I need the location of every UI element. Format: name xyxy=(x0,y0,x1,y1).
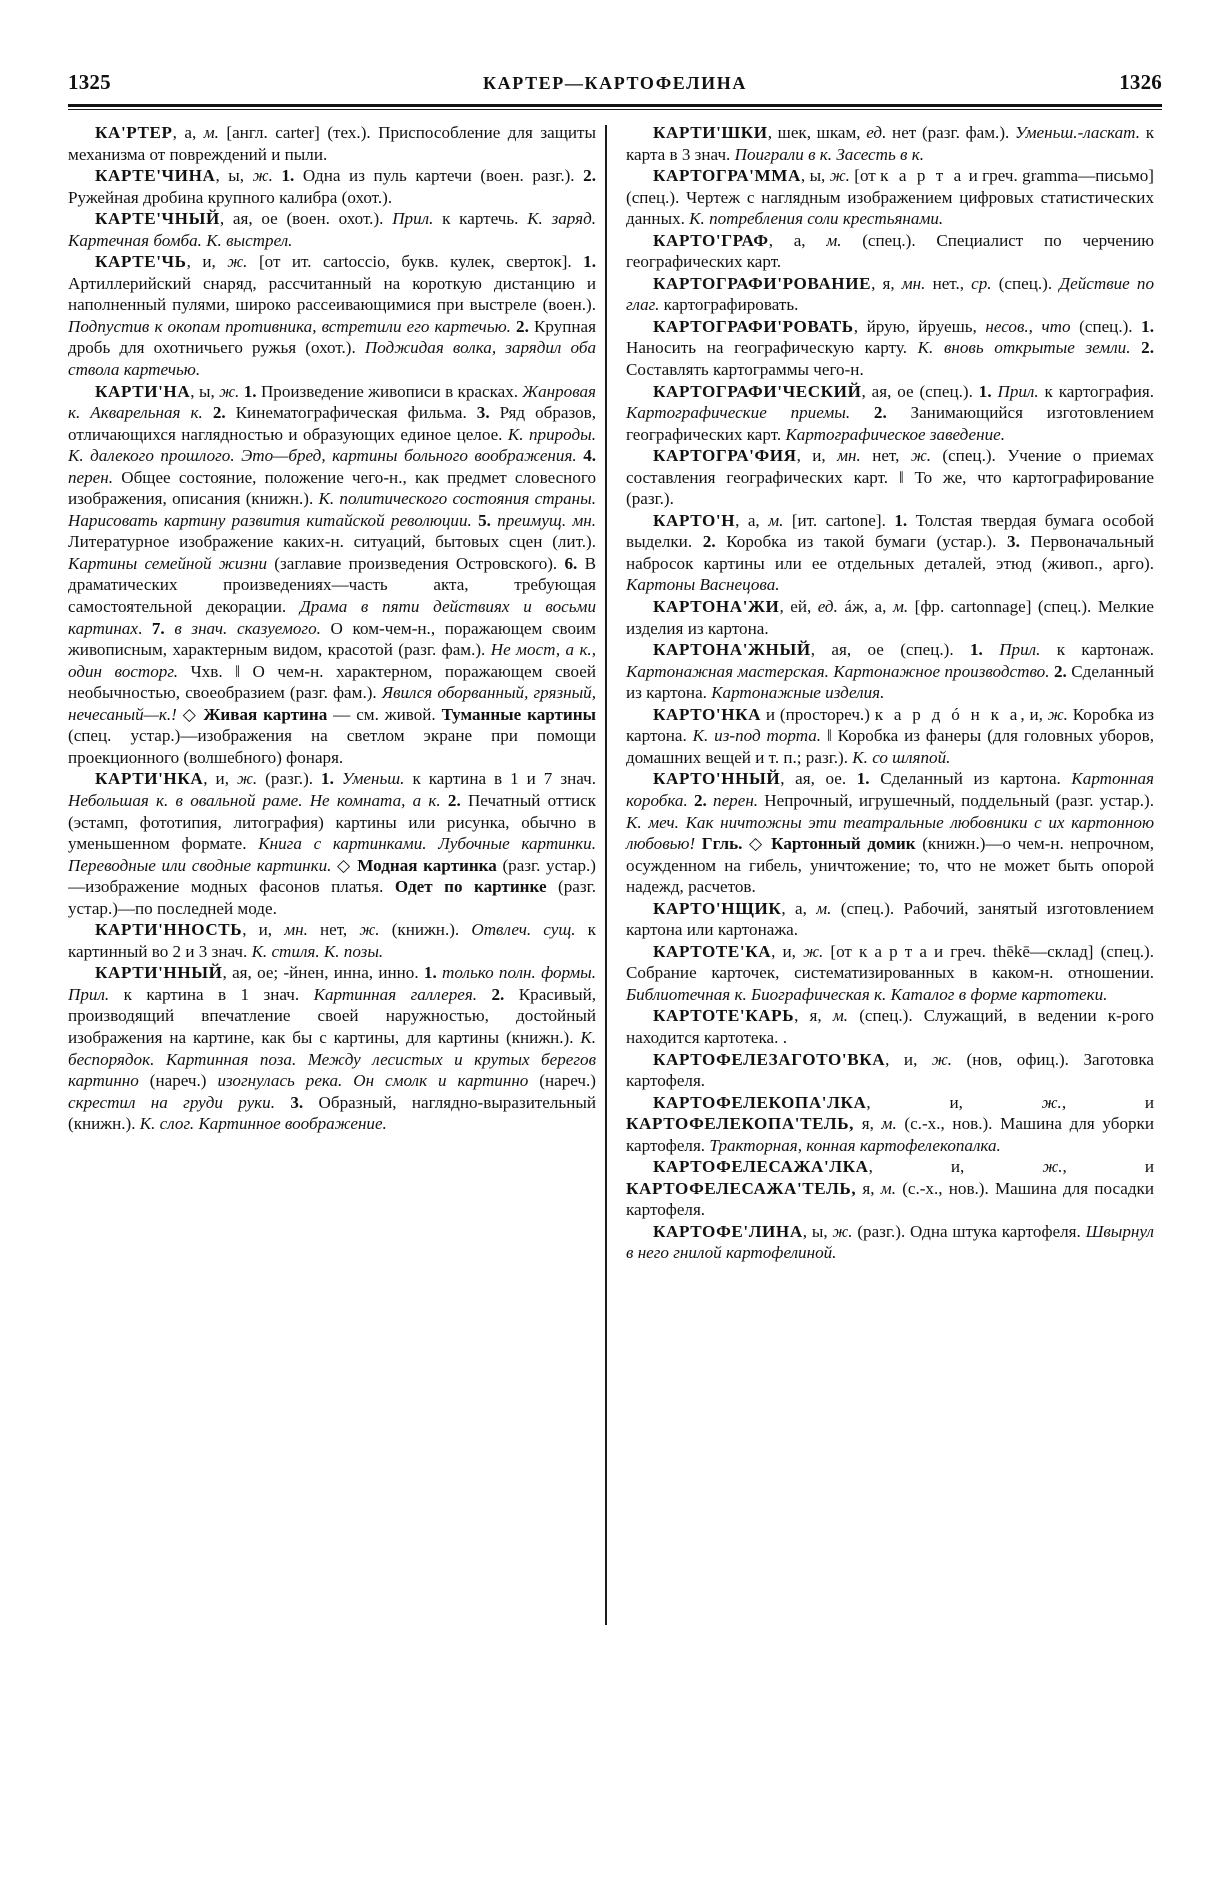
entry-italic-note: м. xyxy=(881,1114,897,1134)
entry-italic-note: Жанровая к. Акварельная к. xyxy=(68,381,596,423)
dictionary-entry xyxy=(68,208,596,251)
entry-italic-note: Картографическое заведение. xyxy=(785,424,1005,444)
entry-text: Коробка из картона. xyxy=(626,704,1154,746)
entry-headword: КАРТОГРАФИ'РОВАТЬ xyxy=(653,316,854,336)
entry-headword: КАРТОТЕ'КА xyxy=(653,941,772,961)
entry-text: (разг. устар.)—по последней моде. xyxy=(68,877,596,918)
entry-text xyxy=(477,985,491,1004)
entry-sense-number: 1. xyxy=(423,963,437,983)
entry-text: (книжн.). xyxy=(379,920,472,940)
entry-text: , и, xyxy=(203,769,237,789)
entry-sense-number: 7. xyxy=(151,618,165,638)
entry-headword: КАРТО'ННЫЙ xyxy=(653,769,781,789)
entry-text: , и, xyxy=(1020,704,1048,724)
entry-text: я, xyxy=(854,1114,882,1134)
entry-sense-number: 2. xyxy=(693,790,707,810)
entry-sense-number: 1. xyxy=(856,769,870,789)
entry-sense-number: 3. xyxy=(290,1092,304,1112)
entry-text: , ей, xyxy=(779,597,818,617)
folio-right: 1326 xyxy=(1119,70,1162,94)
entry-sense-number: Картонный домик xyxy=(771,834,916,854)
entry-italic-note: Явился оборванный, грязный, нечесаный—к.! xyxy=(68,683,596,724)
entry-sense-number: Одет по картинке xyxy=(394,877,547,897)
entry-text: , ая, ое (спец.). xyxy=(810,640,970,660)
entry-text: , и, xyxy=(868,1157,1043,1177)
entry-text: , ая, ое (воен. охот.). xyxy=(219,209,393,229)
entry-text: , ы, xyxy=(800,166,830,186)
dictionary-entry xyxy=(626,596,1154,639)
entry-text: к картечь. xyxy=(433,209,528,229)
entry-text: я, xyxy=(856,1178,881,1198)
entry-headword: КАРТИ'ННЫЙ xyxy=(95,963,223,983)
entry-headword: КАРТОГРАФИ'ЧЕСКИЙ xyxy=(653,381,862,401)
entry-italic-note: скрестил на груди руки. xyxy=(68,1092,275,1112)
entry-text: Ружейная дробина крупного калибра (охот.). xyxy=(68,187,393,207)
entry-italic-note: Прил. xyxy=(999,640,1041,660)
entry-text xyxy=(1130,338,1141,357)
entry-text xyxy=(441,791,448,810)
entry-sense-number: 1. xyxy=(1141,316,1154,336)
entry-text: , йрую, йруешь, xyxy=(853,316,986,336)
entry-text: (спец.). Учение о приемах составления географических карт. ‖ То же, что картографирование (разг.). xyxy=(626,446,1154,509)
entry-headword: КА'РТЕР xyxy=(95,123,173,142)
entry-italic-note: ж. xyxy=(832,1221,853,1241)
entry-italic-note: Картонная коробка. xyxy=(626,769,1154,810)
entry-text: Артиллерийский снаряд, рассчитанный на короткую дистанцию и наполненный пулями, широко рассеивающимися при выстреле (воен.). xyxy=(68,273,596,315)
entry-text: и (простореч.) xyxy=(761,704,875,724)
entry-text: , а, xyxy=(735,510,769,530)
entry-sense-number: 1. xyxy=(894,510,908,530)
entry-headword: КАРТЕ'ЧНЫЙ xyxy=(95,209,220,229)
entry-italic-note: ж. xyxy=(803,941,824,961)
entry-headword: КАРТИ'ННОСТЬ xyxy=(95,920,243,940)
entry-text: . xyxy=(137,618,152,638)
entry-headword: КАРТОФЕЛЕКОПА'ЛКА xyxy=(653,1092,867,1112)
entry-italic-note: ж. xyxy=(227,252,248,272)
entry-text: — см. живой. xyxy=(327,704,442,724)
entry-sense-number: 2. xyxy=(516,316,529,336)
dictionary-entry xyxy=(626,510,1154,596)
entry-text: Общее состояние, положение чего-н., как предмет словесного изображения, описания (книжн.). xyxy=(68,467,596,509)
entry-text: Толстая твердая бумага особой выделки. xyxy=(626,510,1154,552)
entry-sense-number: Туманные картины xyxy=(441,704,596,724)
entry-text: (с.-х., нов.). Машина для уборки картофеля. xyxy=(626,1114,1154,1155)
entry-italic-note: перен. xyxy=(713,790,759,810)
entry-italic-note: К. меч. Как ничтожны эти театральные любовники с их картонною любовью! xyxy=(626,812,1154,854)
entry-text: , я, xyxy=(794,1006,833,1026)
entry-text: áж, а, xyxy=(837,597,893,617)
dictionary-entry xyxy=(626,704,1154,769)
entry-text: и греч. thēkē—склад] (спец.). Собрание карточек, систематизированных в каком-н. отношении. xyxy=(626,941,1154,983)
entry-text: , ы, xyxy=(215,166,253,186)
entry-italic-note: несов., что xyxy=(985,316,1071,336)
entry-text: (спец.). Служащий, в ведении к-рого находится картотека. . xyxy=(626,1006,1154,1047)
entry-italic-note: перен. xyxy=(68,467,114,487)
entry-headword: КАРТОГРА'ММА xyxy=(653,166,801,186)
entry-text: к картина в 1 и 7 знач. xyxy=(404,769,597,789)
entry-italic-note: в знач. сказуемого. xyxy=(174,618,321,638)
entry-italic-note: м. xyxy=(892,597,909,617)
entry-text: Произведение живописи в красках. xyxy=(256,381,523,401)
entry-sense-number: Модная картинка xyxy=(357,855,497,875)
entry-italic-note: ж. xyxy=(1042,1157,1063,1177)
entry-italic-note: м. xyxy=(880,1178,896,1198)
entry-italic-note: ж. xyxy=(1047,704,1068,724)
dictionary-entry xyxy=(626,230,1154,273)
entry-text: , и, xyxy=(866,1092,1042,1112)
entry-text: О ком-чем-н., поражающем своим живописным, характерным видом, красотой (разг. фам.). xyxy=(68,618,596,660)
entry-italic-note: ж. xyxy=(931,1049,953,1069)
entry-sense-number: 2. xyxy=(212,403,226,423)
entry-sense-number: 2. xyxy=(1053,661,1067,681)
dictionary-entry xyxy=(626,941,1154,1006)
entry-sense-number: 5. xyxy=(478,510,491,530)
dictionary-entry xyxy=(626,1156,1154,1221)
entry-headword: КАРТО'ГРАФ xyxy=(653,230,769,250)
entry-text: , и, xyxy=(186,252,228,272)
dictionary-entry xyxy=(68,919,596,962)
entry-italic-note: Прил. xyxy=(997,381,1039,401)
entry-headword: КАРТОТЕ'КАРЬ xyxy=(653,1006,795,1026)
entry-text: В драматических произведениях—часть акта, требующая самостоятельной декорации. xyxy=(68,553,597,617)
entry-text: (заглавие произведения Островского). xyxy=(267,553,565,573)
entry-italic-note: К. из-под торта. xyxy=(692,726,822,746)
entry-text xyxy=(850,403,874,422)
entry-text: (разг.). Одна штука картофеля. xyxy=(852,1221,1086,1241)
entry-text: , ая, ое (спец.). xyxy=(861,381,979,401)
entry-sense-number: Живая картина xyxy=(203,704,328,724)
entry-text xyxy=(275,1093,290,1112)
entry-headword: КАРТОНА'ЖИ xyxy=(653,597,780,617)
entry-text: [англ. carter] (тех.). Приспособление для защиты механизма от повреждений и пыли. xyxy=(68,123,596,164)
entry-text: (спец. устар.)—изображения на светлом экране при помощи проекционного (волшебного) фонаря. xyxy=(68,726,596,767)
entry-headword: КАРТОФЕЛЕКОПА'ТЕЛЬ, xyxy=(626,1114,855,1134)
entry-italic-note: К. беспорядок. Картинная поза. Между лесистых и крутых берегов картинно xyxy=(68,1027,596,1091)
entry-text: (нареч.) xyxy=(138,1071,218,1091)
entry-italic-note: ж. xyxy=(236,769,258,789)
entry-italic-note: Действие по глаг. xyxy=(626,273,1154,315)
entry-italic-note: Поиграли в к. Засесть в к. xyxy=(734,144,925,164)
entry-sense-number: 4. xyxy=(583,446,597,466)
entry-text: (книжн.)—о чем-н. непрочном, осужденном на гибель, уничтожение; то, что не может быть опорой надежд, расчетов. xyxy=(626,834,1154,897)
entry-sense-number: 2. xyxy=(873,403,887,423)
entry-italic-note: Поджидая волка, зарядил оба ствола картечью. xyxy=(68,338,596,380)
entry-sense-number: 2. xyxy=(702,532,716,552)
entry-text: к картинный во 2 и 3 знач. xyxy=(68,920,596,961)
entry-text: (разг.). xyxy=(257,769,322,789)
entry-text: , и xyxy=(1061,1092,1154,1112)
entry-text: Красивый, производящий впечатление своей наружностью, достойный изображения на картине, как бы с картины, для картины (книжн.). xyxy=(68,984,596,1047)
entry-text: ‖ Коробка из фанеры (для головных уборов, домашних вещей и т. п.; разг.). xyxy=(626,726,1154,767)
entry-italic-note: только полн. формы. Прил. xyxy=(68,963,596,1004)
entry-text: , а, xyxy=(768,230,827,250)
entry-italic-note: ж. xyxy=(359,920,380,940)
entry-text: (разг. устар.)—изображение модных фасонов платья. xyxy=(68,855,596,897)
entry-sense-number: 6. xyxy=(564,553,578,573)
dictionary-entry xyxy=(626,165,1154,230)
entry-text: Составлять картограммы чего-н. xyxy=(626,360,864,380)
entry-italic-note: ж. xyxy=(910,446,931,466)
entry-diamond-marker: Ггль. ◇ xyxy=(695,834,772,854)
entry-italic-note: м. xyxy=(832,1006,849,1026)
entry-text: (спец.). Рабочий, занятый изготовлением картона или картонажа. xyxy=(626,898,1154,940)
entry-sense-number: 2. xyxy=(491,984,505,1004)
entry-italic-note: ж. xyxy=(219,381,240,401)
entry-headword: КАРТОФЕ'ЛИНА xyxy=(653,1221,803,1241)
entry-italic-note: ед. xyxy=(866,123,887,142)
dictionary-entry xyxy=(626,639,1154,704)
entry-headword: КАРТОГРАФИ'РОВАНИЕ xyxy=(653,273,872,293)
dictionary-entry xyxy=(626,1049,1154,1092)
entry-sense-number: 2. xyxy=(1141,338,1154,358)
folio-left: 1325 xyxy=(68,70,111,94)
entry-text: (нареч.) xyxy=(528,1071,596,1091)
entry-text: (спец.). xyxy=(991,273,1060,293)
dictionary-entry xyxy=(626,1092,1154,1157)
entry-text xyxy=(165,619,175,638)
entry-italic-note: Уменьш. xyxy=(341,769,405,789)
entry-text: , ая, ое; -йнен, инна, инно. xyxy=(222,963,424,983)
entry-italic-note: Драма в пяти действиях и восьми картинах xyxy=(68,597,596,638)
entry-text: Коробка из такой бумаги (устар.). xyxy=(715,532,1008,552)
entry-headword: КАРТИ'НКА xyxy=(95,769,204,789)
entry-italic-note: м. xyxy=(816,898,832,918)
entry-text: [от xyxy=(849,166,881,186)
entry-text: Образный, наглядно-выразительный (книжн.). xyxy=(68,1092,597,1134)
entry-italic-note: Отвлеч. сущ. xyxy=(471,920,576,940)
entry-text: , и, xyxy=(796,446,838,466)
dictionary-entry xyxy=(626,768,1154,897)
entry-italic-note: м. xyxy=(768,510,784,530)
entry-headword: КАРТОФЕЛЕСАЖА'ЛКА xyxy=(653,1157,869,1177)
entry-text: Крупная дробь для охотничьего ружья (охот.). xyxy=(68,316,596,358)
entry-text: [ит. cartone]. xyxy=(783,510,895,530)
entry-text: [фр. cartonnage] (спец.). Мелкие изделия из картона. xyxy=(626,597,1154,638)
dictionary-entry xyxy=(68,381,596,769)
entry-italic-note: мн. xyxy=(901,273,926,293)
entry-text: Одна из пуль картечи (воен. разг.). xyxy=(294,166,584,186)
dictionary-entry xyxy=(626,445,1154,510)
entry-text xyxy=(203,403,213,422)
entry-italic-note: Картографические приемы. xyxy=(626,403,851,423)
entry-text: Ряд образов, отличающихся наглядностью и образующих единое целое. xyxy=(68,403,596,444)
entry-text: , ы, xyxy=(802,1221,833,1241)
entry-sense-number: 2. xyxy=(447,790,461,810)
dictionary-entry xyxy=(626,1221,1154,1264)
dictionary-entry xyxy=(68,122,596,165)
entry-sense-number: 1. xyxy=(243,381,257,401)
entry-text: (спец.). xyxy=(1070,316,1142,336)
entry-text: , и, xyxy=(242,920,285,940)
entry-sense-number: 1. xyxy=(969,640,983,660)
entry-headword: КАРТИ'ШКИ xyxy=(653,123,768,142)
entry-italic-note: К. потребления соли крестьянами. xyxy=(689,209,944,229)
entry-text: (нов, офиц.). Заготовка картофеля. xyxy=(626,1049,1154,1091)
rule-thin-line xyxy=(68,109,1162,110)
column-right xyxy=(607,122,1154,1837)
entry-italic-note: Книга с картинками. Лубочные картинки. Переводные или сводные картинки. xyxy=(68,834,597,875)
entry-italic-note: Библиотечная к. Биографическая к. Каталог в форме картотеки. xyxy=(626,984,1108,1004)
entry-italic-note: Картонажная мастерская. Картонажное производство. xyxy=(626,661,1050,681)
entry-headword: КАРТО'НЩИК xyxy=(653,898,782,918)
entry-text: нет., xyxy=(925,273,972,293)
entry-headword: КАРТО'НКА xyxy=(653,704,762,724)
entry-text: и греч. gramma—письмо] (спец.). Чертеж с наглядным изображением цифровых статистических данных. xyxy=(626,166,1154,229)
entry-text: (с.-х., нов.). Машина для посадки картофеля. xyxy=(626,1178,1154,1220)
entry-italic-note: К. стиля. К. позы. xyxy=(251,941,384,961)
entry-sense-number: 3. xyxy=(476,403,490,423)
entry-text: , я, xyxy=(871,273,902,293)
entry-spaced-etymon: к а р т а xyxy=(880,166,965,186)
entry-text xyxy=(334,769,342,788)
entry-text: Наносить на географическую карту. xyxy=(626,338,918,358)
entry-italic-note: Небольшая к. в овальной раме. Не комната, а к. xyxy=(68,790,441,810)
entry-text xyxy=(983,640,999,659)
entry-sense-number: 1. xyxy=(281,166,295,186)
entry-text: , а, xyxy=(172,123,204,142)
entry-text: , и, xyxy=(771,941,804,961)
entry-italic-note: Картонажные изделия. xyxy=(711,683,885,703)
dictionary-entry xyxy=(626,316,1154,381)
entry-italic-note: ср. xyxy=(971,273,992,293)
entry-italic-note: Прил. xyxy=(392,209,434,229)
entry-text: к картина в 1 знач. xyxy=(109,984,314,1004)
entry-headword: КАРТОФЕЛЕСАЖА'ТЕЛЬ, xyxy=(626,1178,857,1198)
entry-text: , ы, xyxy=(190,381,220,401)
entry-text: Печатный оттиск (эстамп, фототипия, литография) картины или рисунка, обычно в уменьшенном формате. xyxy=(68,790,596,854)
entry-text: к картонаж. xyxy=(1040,640,1154,660)
entry-sense-number: 1. xyxy=(978,381,992,401)
dictionary-entry xyxy=(626,381,1154,446)
entry-italic-note: Не мост, а к., один восторг. xyxy=(68,640,596,681)
entry-sense-number: 1. xyxy=(321,769,334,789)
entry-italic-note: Картоны Васнецова. xyxy=(626,575,780,595)
entry-text: [от xyxy=(823,941,859,961)
entry-italic-note: К. со шляпой. xyxy=(852,747,951,767)
entry-text: Чхв. ‖ О чем-н. характерном, поражающем своей необычностью, своеобразием (разг. фам.). xyxy=(68,661,596,703)
entry-text: Непрочный, игрушечный, поддельный (разг. устар.). xyxy=(758,790,1154,810)
entry-italic-note: Тракторная, конная картофелекопалка. xyxy=(709,1135,1001,1155)
entry-text: к картография. xyxy=(1038,381,1154,401)
entry-text: Сделанный из картона. xyxy=(626,661,1154,703)
entry-headword: КАРТЕ'ЧИНА xyxy=(95,166,216,186)
dictionary-entry xyxy=(68,962,596,1134)
running-head-title: КАРТЕР—КАРТОФЕЛИНА xyxy=(483,73,747,93)
entry-italic-note: Картины семейной жизни xyxy=(68,553,268,573)
entry-italic-note: м. xyxy=(203,123,219,142)
entry-text: к карта в 3 знач. xyxy=(626,123,1154,164)
entry-italic-note: ж. xyxy=(829,166,850,186)
entry-text: Сделанный из картона. xyxy=(869,769,1072,789)
entry-italic-note: К. вновь открытые земли. xyxy=(917,338,1131,358)
entry-headword: КАРТИ'НА xyxy=(95,381,191,401)
header-rule xyxy=(68,104,1162,110)
entry-italic-note: ж. xyxy=(252,166,273,186)
entry-italic-note: Швырнул в него гнилой картофелиной. xyxy=(626,1221,1154,1263)
entry-text: [от ит. cartoccio, букв. кулек, сверток]. xyxy=(247,252,584,272)
entry-text: Кинематографическая фильма. xyxy=(225,403,477,423)
entry-italic-note: Подпустив к окопам противника, встретили его картечью. xyxy=(68,316,511,336)
entry-headword: КАРТЕ'ЧЬ xyxy=(95,252,187,272)
entry-italic-note: преимущ. мн. xyxy=(497,510,597,530)
entry-text: Занимающийся изготовлением географических карт. xyxy=(626,403,1154,444)
entry-text: нет, xyxy=(307,920,360,940)
entry-headword: КАРТО'Н xyxy=(653,510,736,530)
entry-text: (спец.). Специалист по черчению географических карт. xyxy=(626,230,1154,272)
dictionary-entry xyxy=(68,165,596,208)
column-left xyxy=(68,122,605,1837)
entry-text: к а р т а xyxy=(858,941,927,961)
entry-italic-note: К. слог. Картинное воображение. xyxy=(139,1114,387,1134)
dictionary-entry xyxy=(626,122,1154,165)
entry-text: Литературное изображение каких-н. ситуаций, бытовых сцен (лит.). xyxy=(68,532,596,552)
running-header xyxy=(68,70,1162,100)
entry-headword: КАРТОНА'ЖНЫЙ xyxy=(653,640,811,660)
entry-diamond-marker: ◇ xyxy=(176,704,204,724)
entry-text: нет, xyxy=(860,446,911,466)
entry-text: , и, xyxy=(885,1049,932,1069)
entry-sense-number: 3. xyxy=(1007,532,1020,552)
entry-italic-note: Уменьш.-ласкат. xyxy=(1014,123,1140,142)
entry-italic-note: ж. xyxy=(1041,1092,1062,1112)
entry-text: , шек, шкам, xyxy=(767,123,867,142)
text-columns xyxy=(68,122,1162,1837)
entry-text: , ая, ое. xyxy=(780,769,857,789)
entry-diamond-marker: ◇ xyxy=(331,855,358,875)
dictionary-entry xyxy=(626,273,1154,316)
entry-italic-note: К. заряд. Картечная бомба. К. выстрел. xyxy=(68,209,596,250)
entry-text: , и xyxy=(1062,1157,1154,1177)
entry-italic-note: ед. xyxy=(817,597,838,617)
entry-text: , а, xyxy=(781,898,817,918)
entry-spaced-etymon: к а р д ó н к а xyxy=(874,704,1021,724)
dictionary-entry xyxy=(626,898,1154,941)
entry-italic-note: Картинная галлерея. xyxy=(313,984,478,1004)
entry-italic-note: К. природы. К. далекого прошлого. Это—бред, картины больного воображения. xyxy=(68,424,597,466)
entry-headword: КАРТОФЕЛЕЗАГОТО'ВКА xyxy=(653,1049,886,1069)
entry-text: картографировать. xyxy=(659,295,799,315)
entry-italic-note: мн. xyxy=(284,920,308,940)
entry-text: нет (разг. фам.). xyxy=(886,123,1015,142)
dictionary-entry xyxy=(68,768,596,919)
entry-italic-note: К. политического состояния страны. Нарисовать картину развития китайской революции. xyxy=(68,489,596,530)
entry-italic-note: м. xyxy=(826,230,842,250)
entry-sense-number: 1. xyxy=(583,252,596,272)
entry-headword: КАРТОГРА'ФИЯ xyxy=(653,446,797,466)
entry-italic-note: мн. xyxy=(837,446,861,466)
entry-text: Первоначальный набросок картины или ее отдельных деталей, этюд (живоп., арго). xyxy=(626,532,1154,573)
dictionary-entry xyxy=(68,251,596,380)
dictionary-entry xyxy=(626,1005,1154,1048)
entry-italic-note: изогнулась река. Он смолк и картинно xyxy=(217,1071,529,1091)
entry-sense-number: 2. xyxy=(583,166,596,186)
